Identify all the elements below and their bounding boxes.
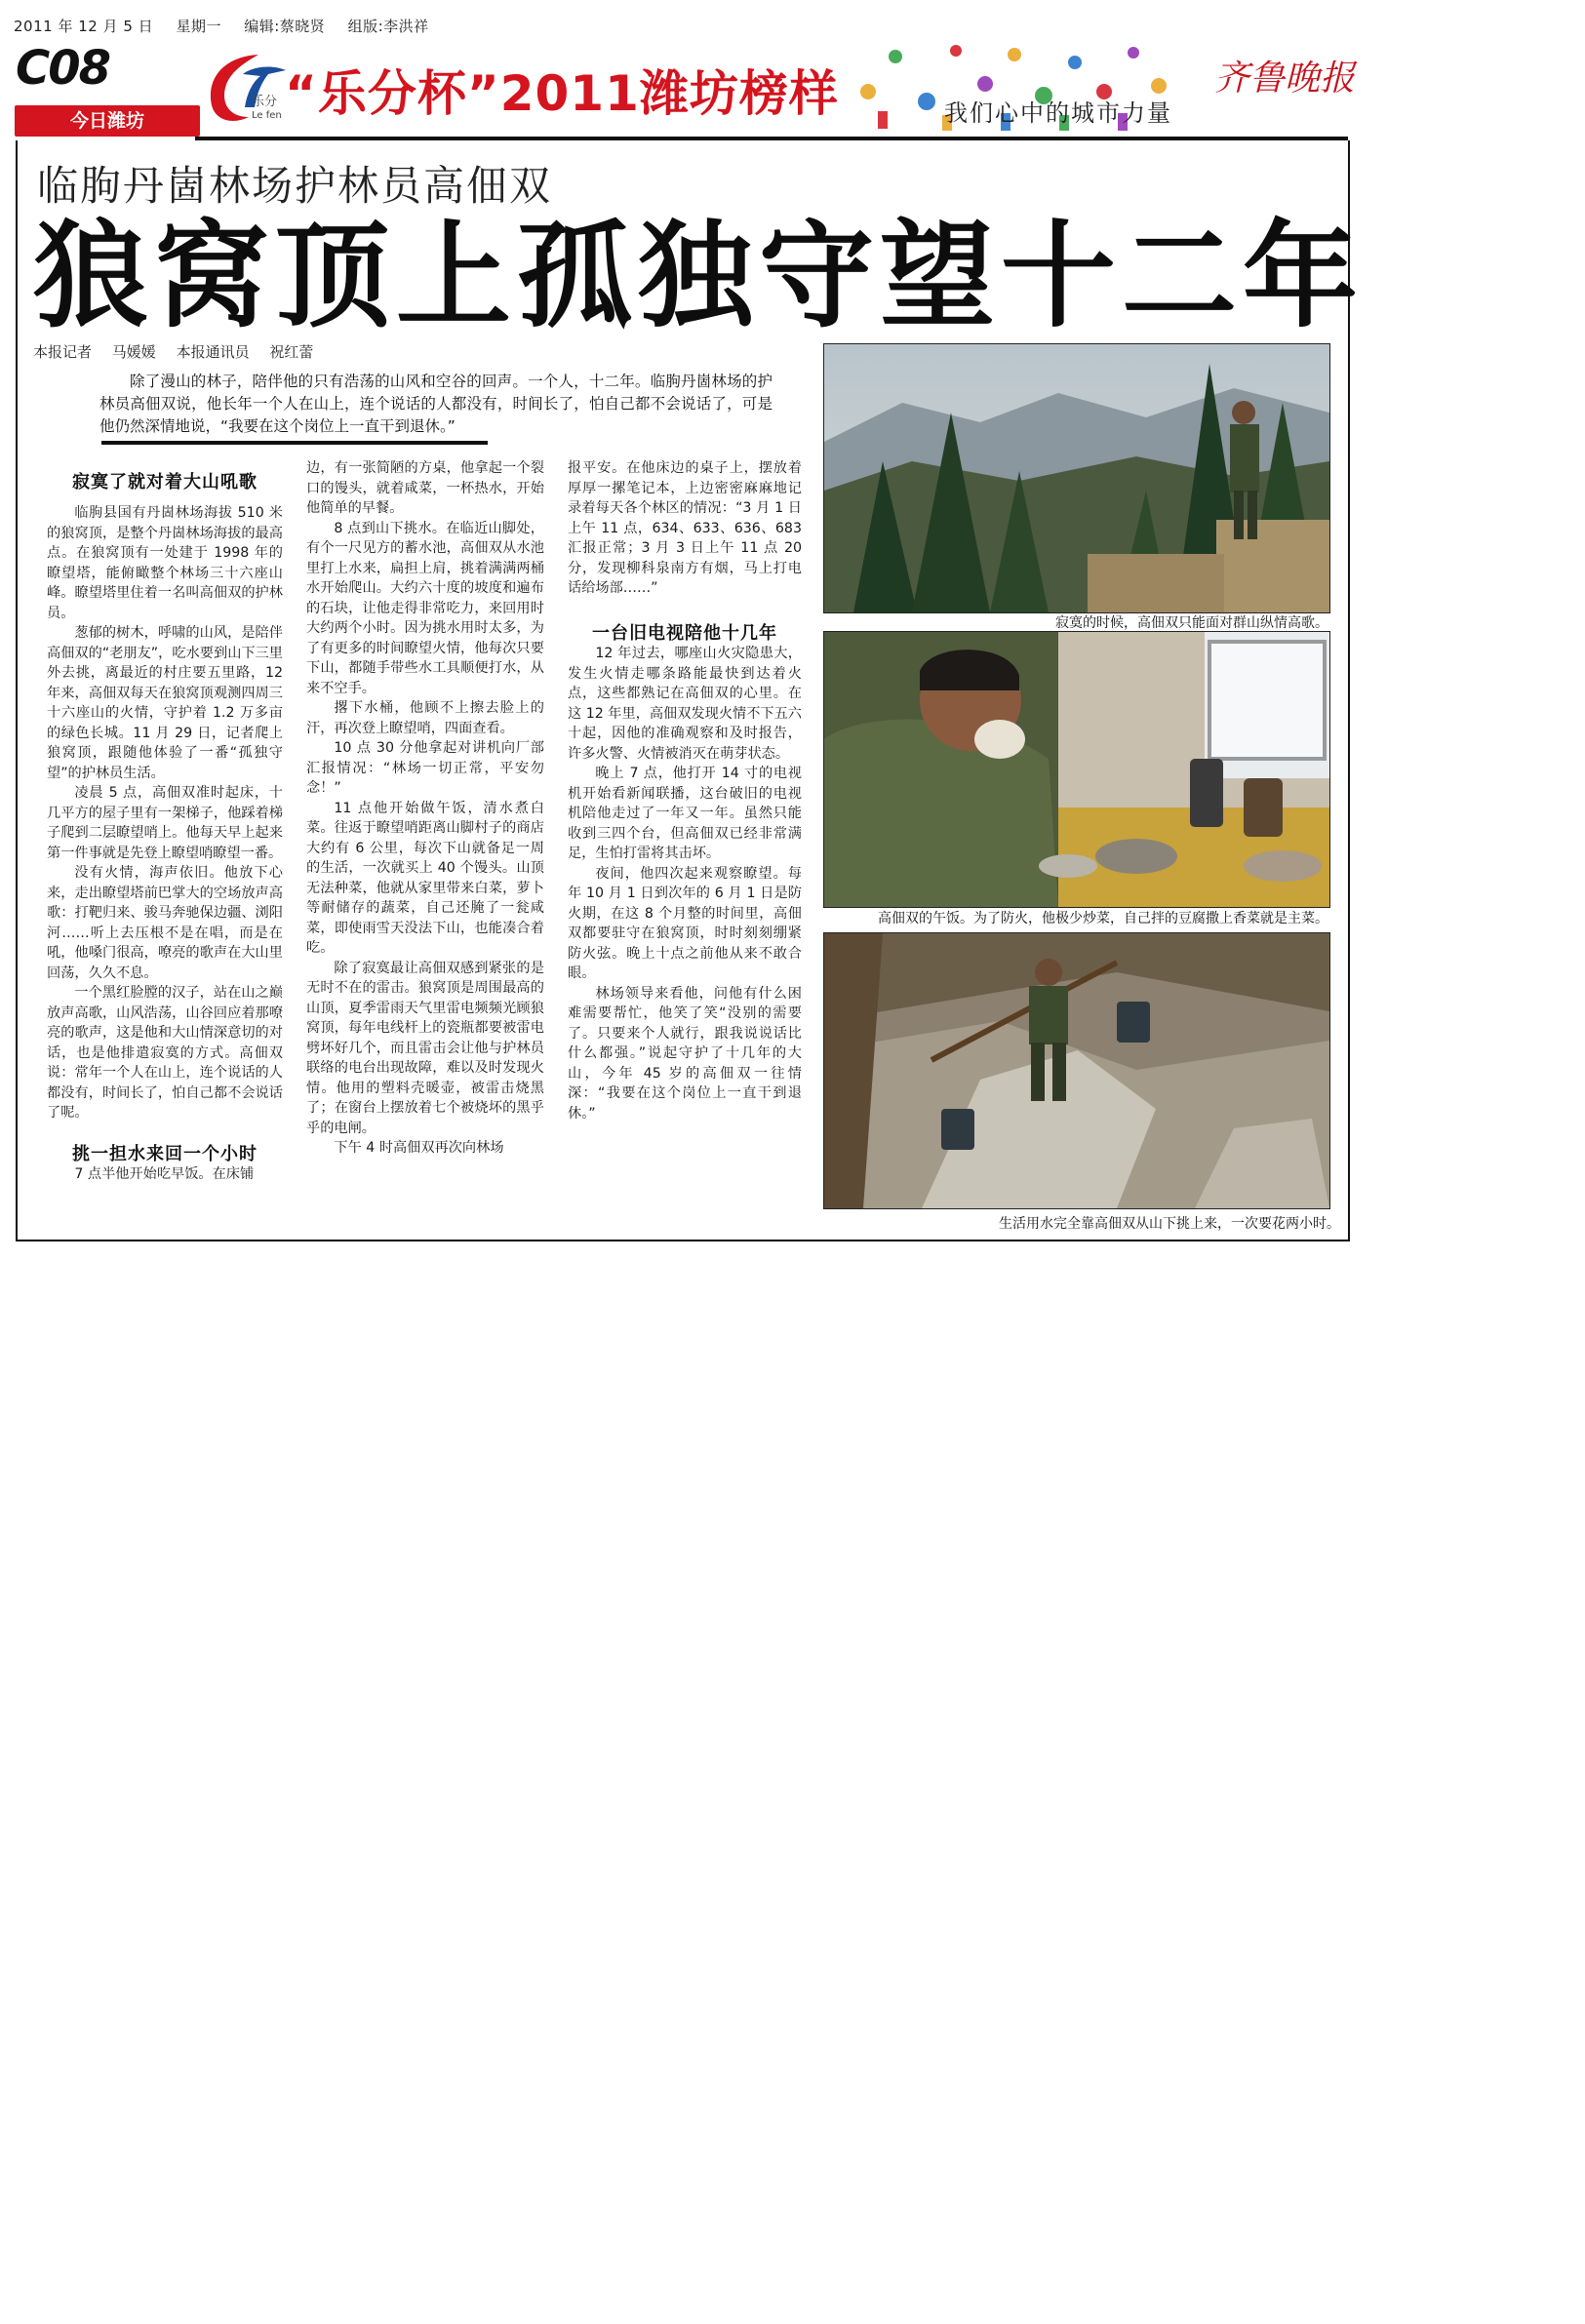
subhead-sing-to-mountains: 寂寞了就对着大山吼歌 <box>72 472 258 492</box>
section-tab: 今日潍坊 <box>15 105 200 137</box>
paragraph: 林场领导来看他，问他有什么困难需要帮忙，他笑了笑“没别的需要了。只要来个人就行，跟我说说话比什么都强。”说起守护了十几年的大山，今年 45 岁的高佃双一往情深：“我要在这个岗位上一直干到退休。” <box>568 985 802 1122</box>
paragraph: 下午 4 时高佃双再次向林场 <box>334 1140 504 1156</box>
photo-mountain-singing <box>823 343 1330 613</box>
logo-caption-cn: 乐分 <box>252 95 278 109</box>
newspaper-name: 齐鲁晚报 <box>1214 59 1356 98</box>
paragraph: 葱郁的树木，呼啸的山风，是陪伴高佃双的“老朋友”，吃水要到山下三里外去挑，离最近的村庄要五里路，12 年来，高佃双每天在狼窝顶观测四周三十六座山的火情，守护着 1.2 万多亩的绿色长城。11 月 29 日，记者爬上狼窝顶，跟随他体验了一番“孤独守望”的护林员生活。 <box>47 625 283 781</box>
layout-credit: 组版:李洪祥 <box>347 18 429 35</box>
article-headline: 狼窝顶上孤独守望十二年 <box>33 209 1365 343</box>
paragraph: 报平安。在他床边的桌子上，摆放着厚厚一摞笔记本，上边密密麻麻地记录着每天各个林区的情况：“3 月 1 日上午 11 点，634、633、636、683 汇报正常；3 月 3 日上午 11 点 20 分，发现柳科泉南方有烟，马上打电话给场部……” <box>568 460 802 596</box>
paragraph: 撂下水桶，他顾不上擦去脸上的汗，再次登上瞭望哨，四面查看。 <box>306 700 544 736</box>
page-number: C08 <box>16 41 110 96</box>
photo-caption-1: 寂寞的时候，高佃双只能面对群山纵情高歌。 <box>1055 615 1328 631</box>
subhead-carry-water: 挑一担水来回一个小时 <box>72 1143 258 1164</box>
paragraph: 8 点到山下挑水。在临近山脚处，有个一尺见方的蓄水池，高佃双从水池里打上水来，扁担上肩，挑着满满两桶水开始爬山。大约六十度的坡度和遍布的石块，让他走得非常吃力，来回用时大约两个小时。因为挑水用时太多，为了有更多的时间瞭望火情，他每次只要下山，都随手带些水工具顺便打水，从来不空手。 <box>306 520 544 696</box>
lead-rule <box>101 441 488 445</box>
article-lead: 除了漫山的林子，陪伴他的只有浩荡的山风和空谷的回声。一个人，十二年。临朐丹崮林场的护林员高佃双说，他长年一个人在山上，连个说话的人都没有，时间长了，怕自己都不会说话了，可是他仍然深情地说，“我要在这个岗位上一直干到退休。” <box>99 373 773 435</box>
banner-title: “乐分杯”2011潍坊榜样 <box>285 65 839 122</box>
logo-caption <box>252 96 282 123</box>
byline <box>33 341 329 362</box>
byline-name-2: 祝红蕾 <box>269 343 314 361</box>
paragraph: 没有火情，海声依旧。他放下心来，走出瞭望塔前巴掌大的空场放声高歌：打靶归来、骏马奔驰保边疆、浏阳河……听上去压根不是在唱，而是在吼，他嗓门很高，嘹亮的歌声在大山里回荡，久久不息。 <box>47 865 283 981</box>
article-column-1 <box>47 503 283 1185</box>
byline-role-2: 本报通讯员 <box>176 343 250 361</box>
paragraph: 除了寂寞最让高佃双感到紧张的是无时不在的雷击。狼窝顶是周围最高的山顶，夏季雷雨天气里雷电频频光顾狼窝顶，每年电线杆上的瓷瓶都要被雷电劈坏好几个，而且雷击会让他与护林员联络的电台出现故障，难以及时发现火情。他用的塑料壳暖壶，被雷击烧黑了；在窗台上摆放着七个被烧坏的黑乎乎的电闸。 <box>306 960 544 1136</box>
banner-subtitle: 我们心中的城市力量 <box>944 99 1172 127</box>
byline-role-1: 本报记者 <box>33 343 93 361</box>
article-column-3 <box>568 458 802 1123</box>
byline-name-1: 马媛媛 <box>111 343 156 361</box>
photo-caption-2: 高佃双的午饭。为了防火，他极少炒菜，自己拌的豆腐撒上香菜就是主菜。 <box>878 911 1328 926</box>
photo-caption-3: 生活用水完全靠高佃双从山下挑上来，一次要花两小时。 <box>999 1216 1340 1232</box>
paragraph: 10 点 30 分他拿起对讲机向厂部汇报情况：“林场一切正常，平安勿念！” <box>306 740 544 796</box>
photo-lunch <box>823 631 1330 908</box>
issue-date: 2011 年 12 月 5 日 <box>14 18 154 35</box>
paragraph: 临朐县国有丹崮林场海拔 510 米的狼窝顶，是整个丹崮林场海拔的最高点。在狼窝顶有一处建于 1998 年的瞭望塔，能俯瞰整个林场三十六座山峰。瞭望塔里住着一名叫高佃双的护林员。 <box>47 505 283 621</box>
paragraph: 7 点半他开始吃早饭。在床铺 <box>74 1166 255 1182</box>
issue-weekday: 星期一 <box>176 18 221 35</box>
article-column-2 <box>306 458 544 1159</box>
paragraph: 11 点他开始做午饭，清水煮白菜。往返于瞭望哨距离山脚村子的商店大约有 6 公里，每次下山就备足一周的生活，一次就买上 40 个馒头。山顶无法种菜，他就从家里带来白菜，萝卜等耐储存的蔬菜，自己还腌了一瓮咸菜，即使雨雪天没法下山，也能凑合着吃。 <box>306 800 544 956</box>
photo-carrying-water <box>823 932 1330 1209</box>
subhead-old-tv: 一台旧电视陪他十几年 <box>592 622 777 644</box>
paragraph: 12 年过去，哪座山火灾隐患大，发生火情走哪条路能最快到达着火点，这些都熟记在高佃双的心里。在这 12 年里，高佃双发现火情不下五六十起，因他的准确观察和及时报告，许多火警、火情被消灭在萌芽状态。 <box>568 646 802 762</box>
article-kicker: 临朐丹崮林场护林员高佃双 <box>37 162 553 210</box>
paragraph: 夜间，他四次起来观察瞭望。每年 10 月 1 日到次年的 6 月 1 日是防火期，在这 8 个月整的时间里，高佃双都要驻守在狼窝顶，时时刻刻绷紧防火弦。晚上十点之前他从来不敢合眼。 <box>568 865 802 981</box>
paragraph: 晚上 7 点，他打开 14 寸的电视机开始看新闻联播，这台破旧的电视机陪他走过了一年又一年。虽然只能收到三四个台，但高佃双已经非常满足，生怕打雷将其击坏。 <box>568 766 802 861</box>
logo-caption-en: Le fen <box>252 110 282 121</box>
paragraph: 一个黑红脸膛的汉子，站在山之巅放声高歌，山风浩荡，山谷回应着那嘹亮的歌声，这是他和大山情深意切的对话，也是他排遣寂寞的方式。高佃双说：常年一个人在山上，连个说话的人都没有，时间长了，怕自己都不会说话了呢。 <box>47 985 283 1121</box>
paragraph: 边，有一张简陋的方桌，他拿起一个裂口的馒头，就着咸菜，一杯热水，开始他简单的早餐。 <box>306 460 544 516</box>
header-meta <box>14 16 447 36</box>
editor-credit: 编辑:蔡晓贤 <box>244 18 326 35</box>
paragraph: 凌晨 5 点，高佃双准时起床，十几平方的屋子里有一架梯子，他踩着梯子爬到二层瞭望哨上。他每天早上起来第一件事就是先登上瞭望哨瞭望一番。 <box>47 785 283 861</box>
